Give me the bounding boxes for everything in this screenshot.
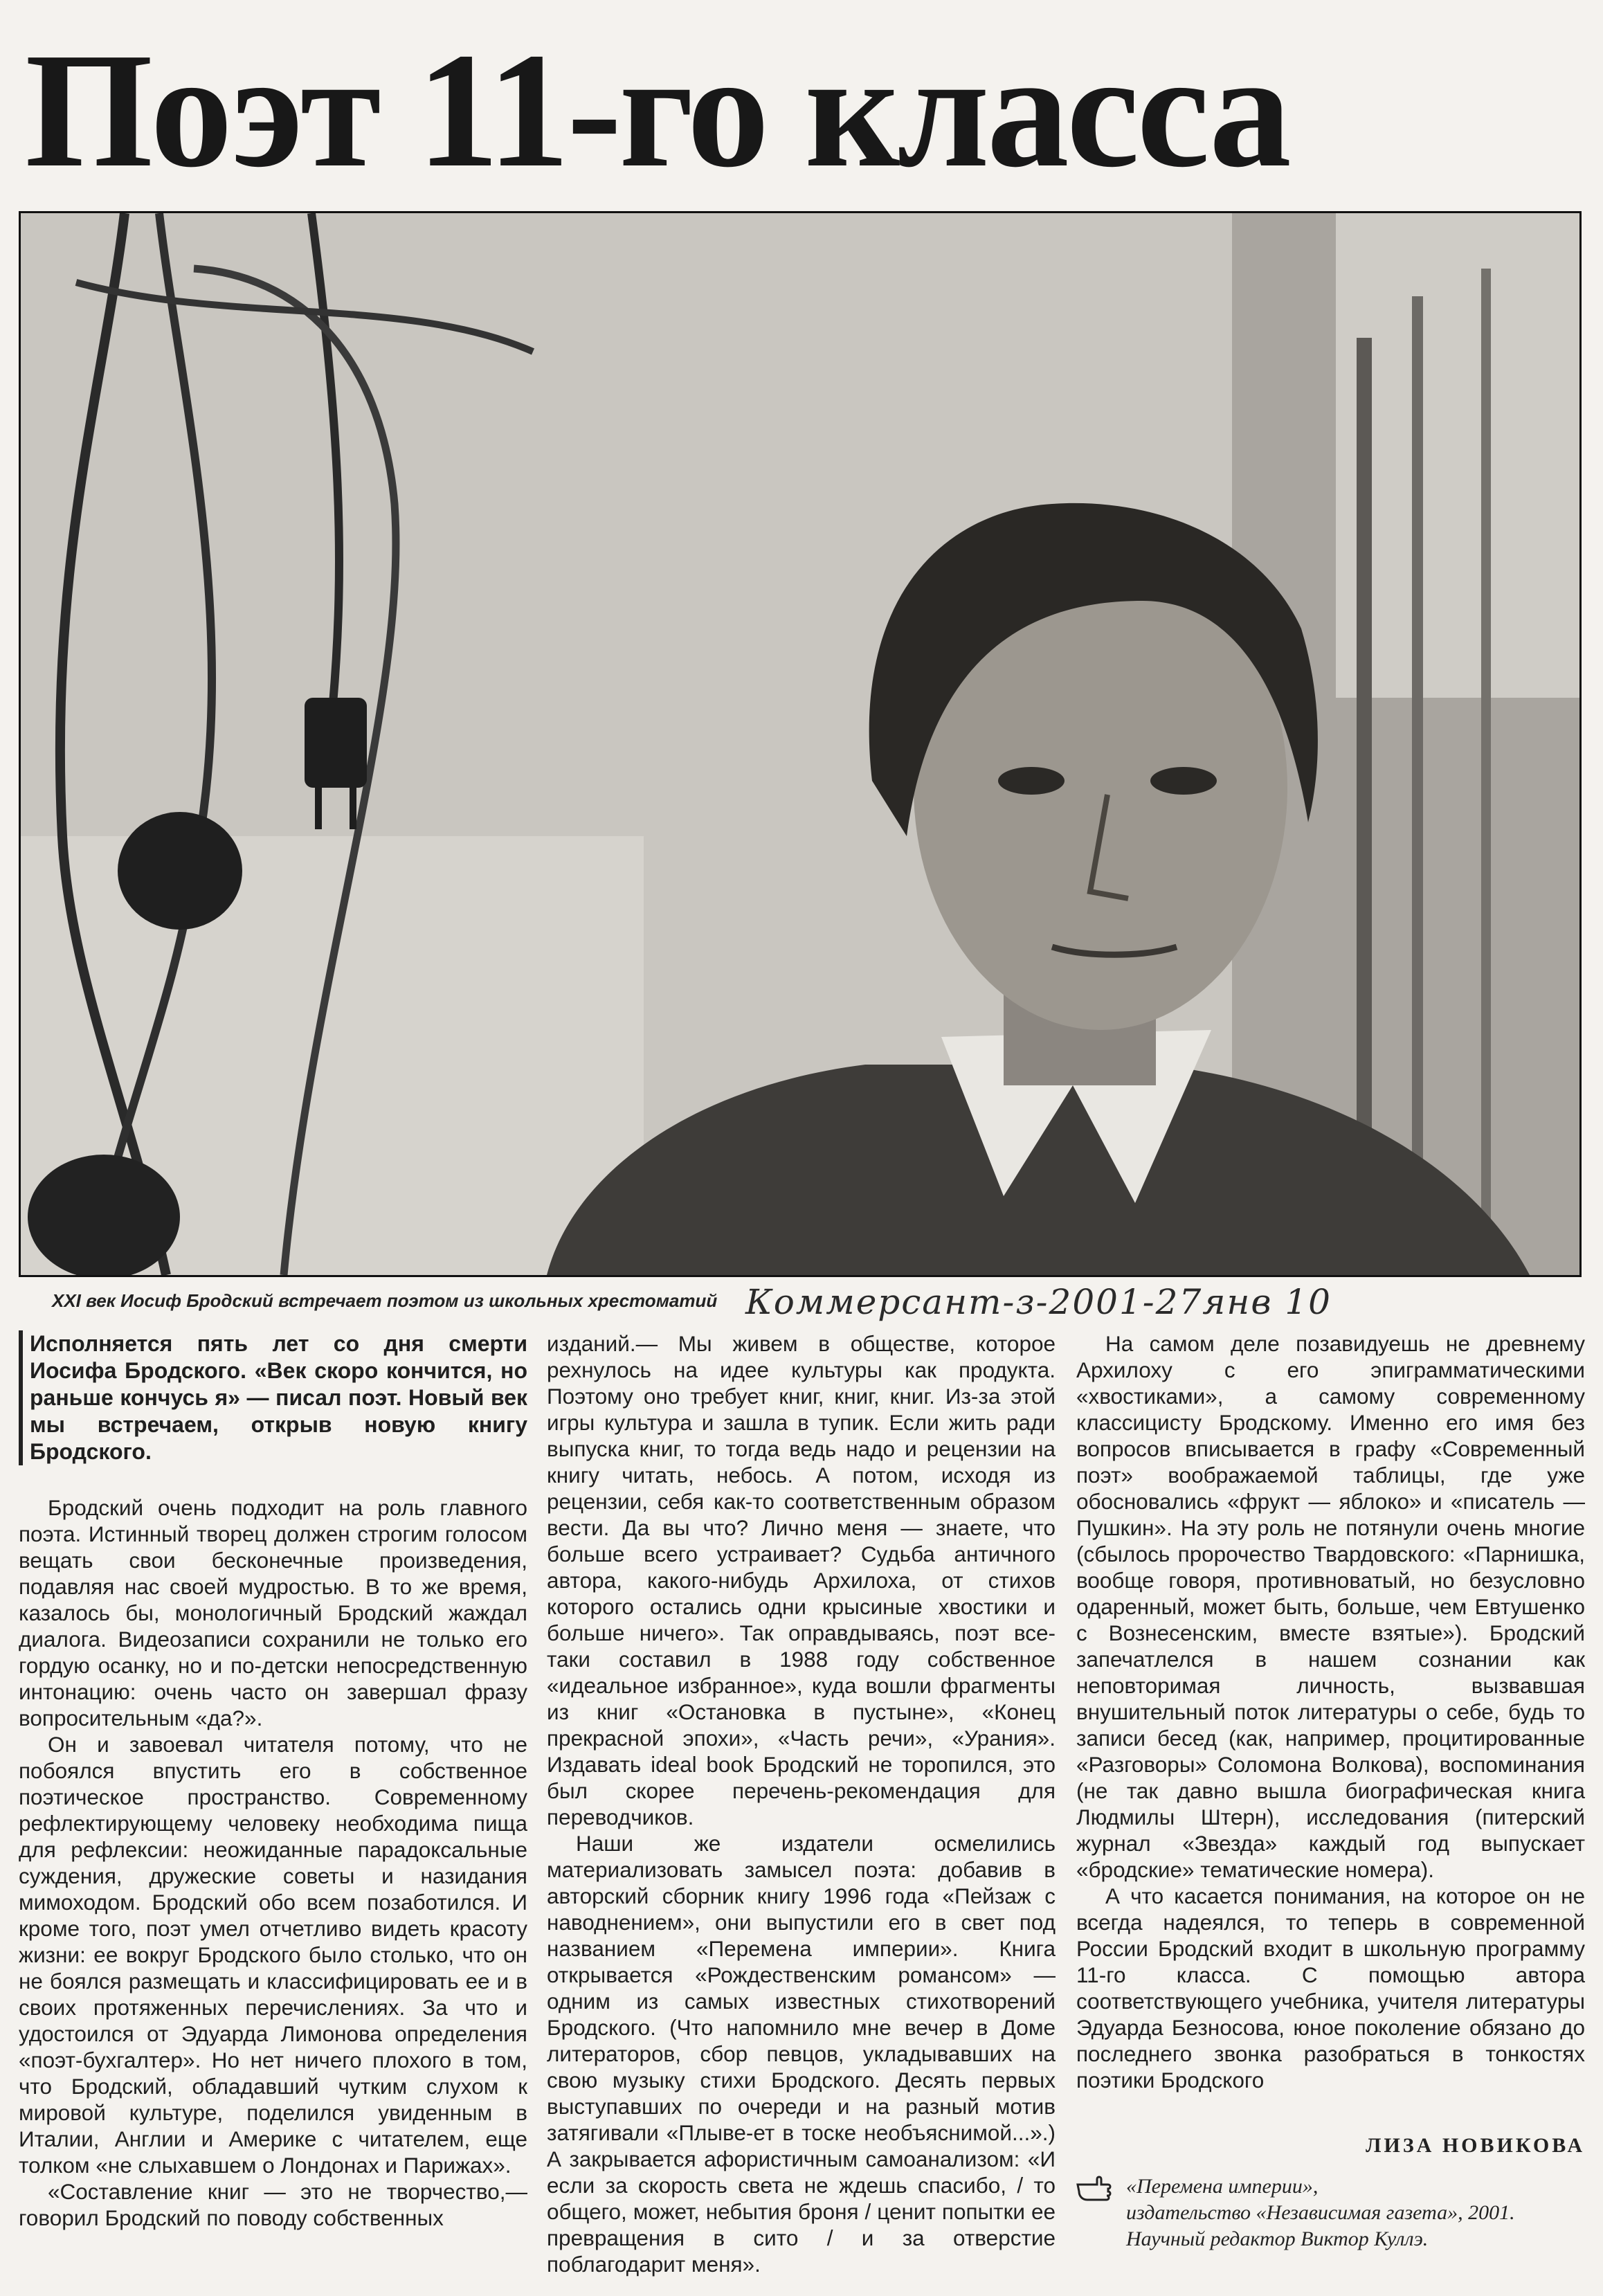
portrait-photo-drawing xyxy=(21,213,1579,1275)
paragraph: Он и завоевал читателя потому, что не побоялся впустить его в собственное поэтическое пространство. Современному рефлектирующему человеку необходима пища для рефлексии: неожиданные парадоксальные суждения, дружеские советы и назидания мимоходом. Бродский обо всем позаботился. И кроме того, поэт умел отчетливо видеть красоту жизни: ее вокруг Бродского было столько, что он не боялся размещать и классифицировать ее и в своих протяженных перечислениях. За что и удостоился от Эдуарда Лимонова определения «поэт-бухгалтер». Но нет ничего плохого в том, что Бродский, обладавший чутким слухом к мировой культуре, поделился увиденным в Италии, Англии и Америке с читателем, еще толком «не слыхавшем о Лондонах и Парижах». xyxy=(19,1732,527,2178)
author-byline: ЛИЗА НОВИКОВА xyxy=(1366,2134,1585,2157)
article-column-3 xyxy=(1076,1330,1585,2093)
headline: Поэт 11-го класса xyxy=(25,19,1289,201)
handwritten-note: Коммерсант-з-2001-27янв 10 xyxy=(745,1282,1332,1322)
article-column-2 xyxy=(547,1330,1056,2277)
book-publisher: издательство «Независимая газета», 2001. xyxy=(1126,2201,1515,2224)
portrait-photo xyxy=(19,211,1582,1277)
paragraph: Бродский очень подходит на роль главного поэта. Истинный творец должен строгим голосом вещать свои бесконечные произведения, подавляя нас своей мудростью. В то же время, казалось бы, монологичный Бродский жаждал диалога. Видеозаписи сохранили не только его гордую осанку, но и по-детски непосредственную интонацию: очень часто он завершал фразу вопросительным «да?». xyxy=(19,1495,527,1730)
paragraph: На самом деле позавидуешь не древнему Архилоху с его эпиграмматическими «хвостиками», а самому современному классицисту Бродскому. Именно его имя без вопросов вписывается в графу «Современный поэт» воображаемой таблицы, где уже обосновались «фрукт — яблоко» и «писатель — Пушкин». На эту роль не потянули очень многие (сбылось пророчество Твардовского: «Парнишка, вообще говоря, противноватый, но безусловно одаренный, может быть, больше, чем Евтушенко с Вознесенским, вместе взятые»). Бродский запечатлелся в нашем сознании как неповторимая личность, вызвавшая внушительный поток литературы о себе, будь то записи бесед (как, например, процитированные «Разговоры» Соломона Волкова), воспоминания (не так давно вышла биографическая книга Людмилы Штерн), исследования (питерский журнал «Звезда» каждый год выпускает «бродские» тематические номера). xyxy=(1076,1331,1585,1882)
paragraph: Наши же издатели осмелились материализовать замысел поэта: добавив в авторский сборник книгу 1996 года «Пейзаж с наводнением», они выпустили его в свет под названием «Перемена империи». Книга открывается «Рождественским романсом» — одним из самых известных стихотворений Бродского. (Что напомнило мне вечер в Доме литераторов, сбор певцов, укладывавших на свою музыку стихи Бродского. Десять первых выступавших по очереди и на разный мотив затягивали «Плыве-ет в тоске необъяснимой...».) А закрывается афористичным самоанализом: «И если за скорость света не ждешь спасибо, / то общего, может, небытия броня / ценит попытки ее превращения в сито / и за отверстие поблагодарит меня». xyxy=(547,1831,1056,2277)
pointing-hand-icon xyxy=(1076,2175,1112,2201)
paragraph: А что касается понимания, на которое он не всегда надеялся, то теперь в современной России Бродский входит в школьную программу 11-го класса. С помощью автора соответствующего учебника, учителя литературы Эдуарда Безносова, юное поколение обязано до последнего звонка разобраться в тонкостях поэтики Бродского xyxy=(1076,1883,1585,2092)
article-column-1 xyxy=(19,1330,527,2231)
caption-row xyxy=(19,1282,1582,1323)
book-reference xyxy=(1076,2173,1585,2277)
article-lead: Исполняется пять лет со дня смерти Иосифа Бродского. «Век скоро кончится, но раньше кончусь я» — писал поэт. Новый век мы встречаем, открыв новую книгу Бродского. xyxy=(19,1330,527,1465)
book-title: «Перемена империи», xyxy=(1126,2175,1319,2198)
book-note xyxy=(1126,2173,1583,2252)
photo-caption: XXI век Иосиф Бродский встречает поэтом из школьных хрестоматий xyxy=(52,1290,718,1311)
paragraph: «Составление книг — это не творчество,— говорил Бродский по поводу собственных xyxy=(19,2179,527,2230)
book-editor: Научный редактор Виктор Куллэ. xyxy=(1126,2227,1429,2250)
paragraph: изданий.— Мы живем в обществе, которое рехнулось на идее культуры как продукта. Поэтому оно требует книг, книг, книг. Из-за этой игры культура и зашла в тупик. Если жить ради выпуска книг, то тогда ведь надо и рецензии на книгу читать, небось. А потом, исходя из рецензии, себя как-то соответственным образом вести. Да вы что? Лично меня — знаете, что больше всего устраивает? Судьба античного автора, какого-нибудь Архилоха, от стихов которого остались одни крысиные хвостики и больше ничего». Так оправдываясь, поэт все-таки составил в 1988 году собственное «идеальное избранное», куда вошли фрагменты из книг «Остановка в пустыне», «Конец прекрасной эпохи», «Часть речи», «Урания». Издавать ideal book Бродский не торопился, это был скорее перечень-рекомендация для переводчиков. xyxy=(547,1331,1056,1829)
